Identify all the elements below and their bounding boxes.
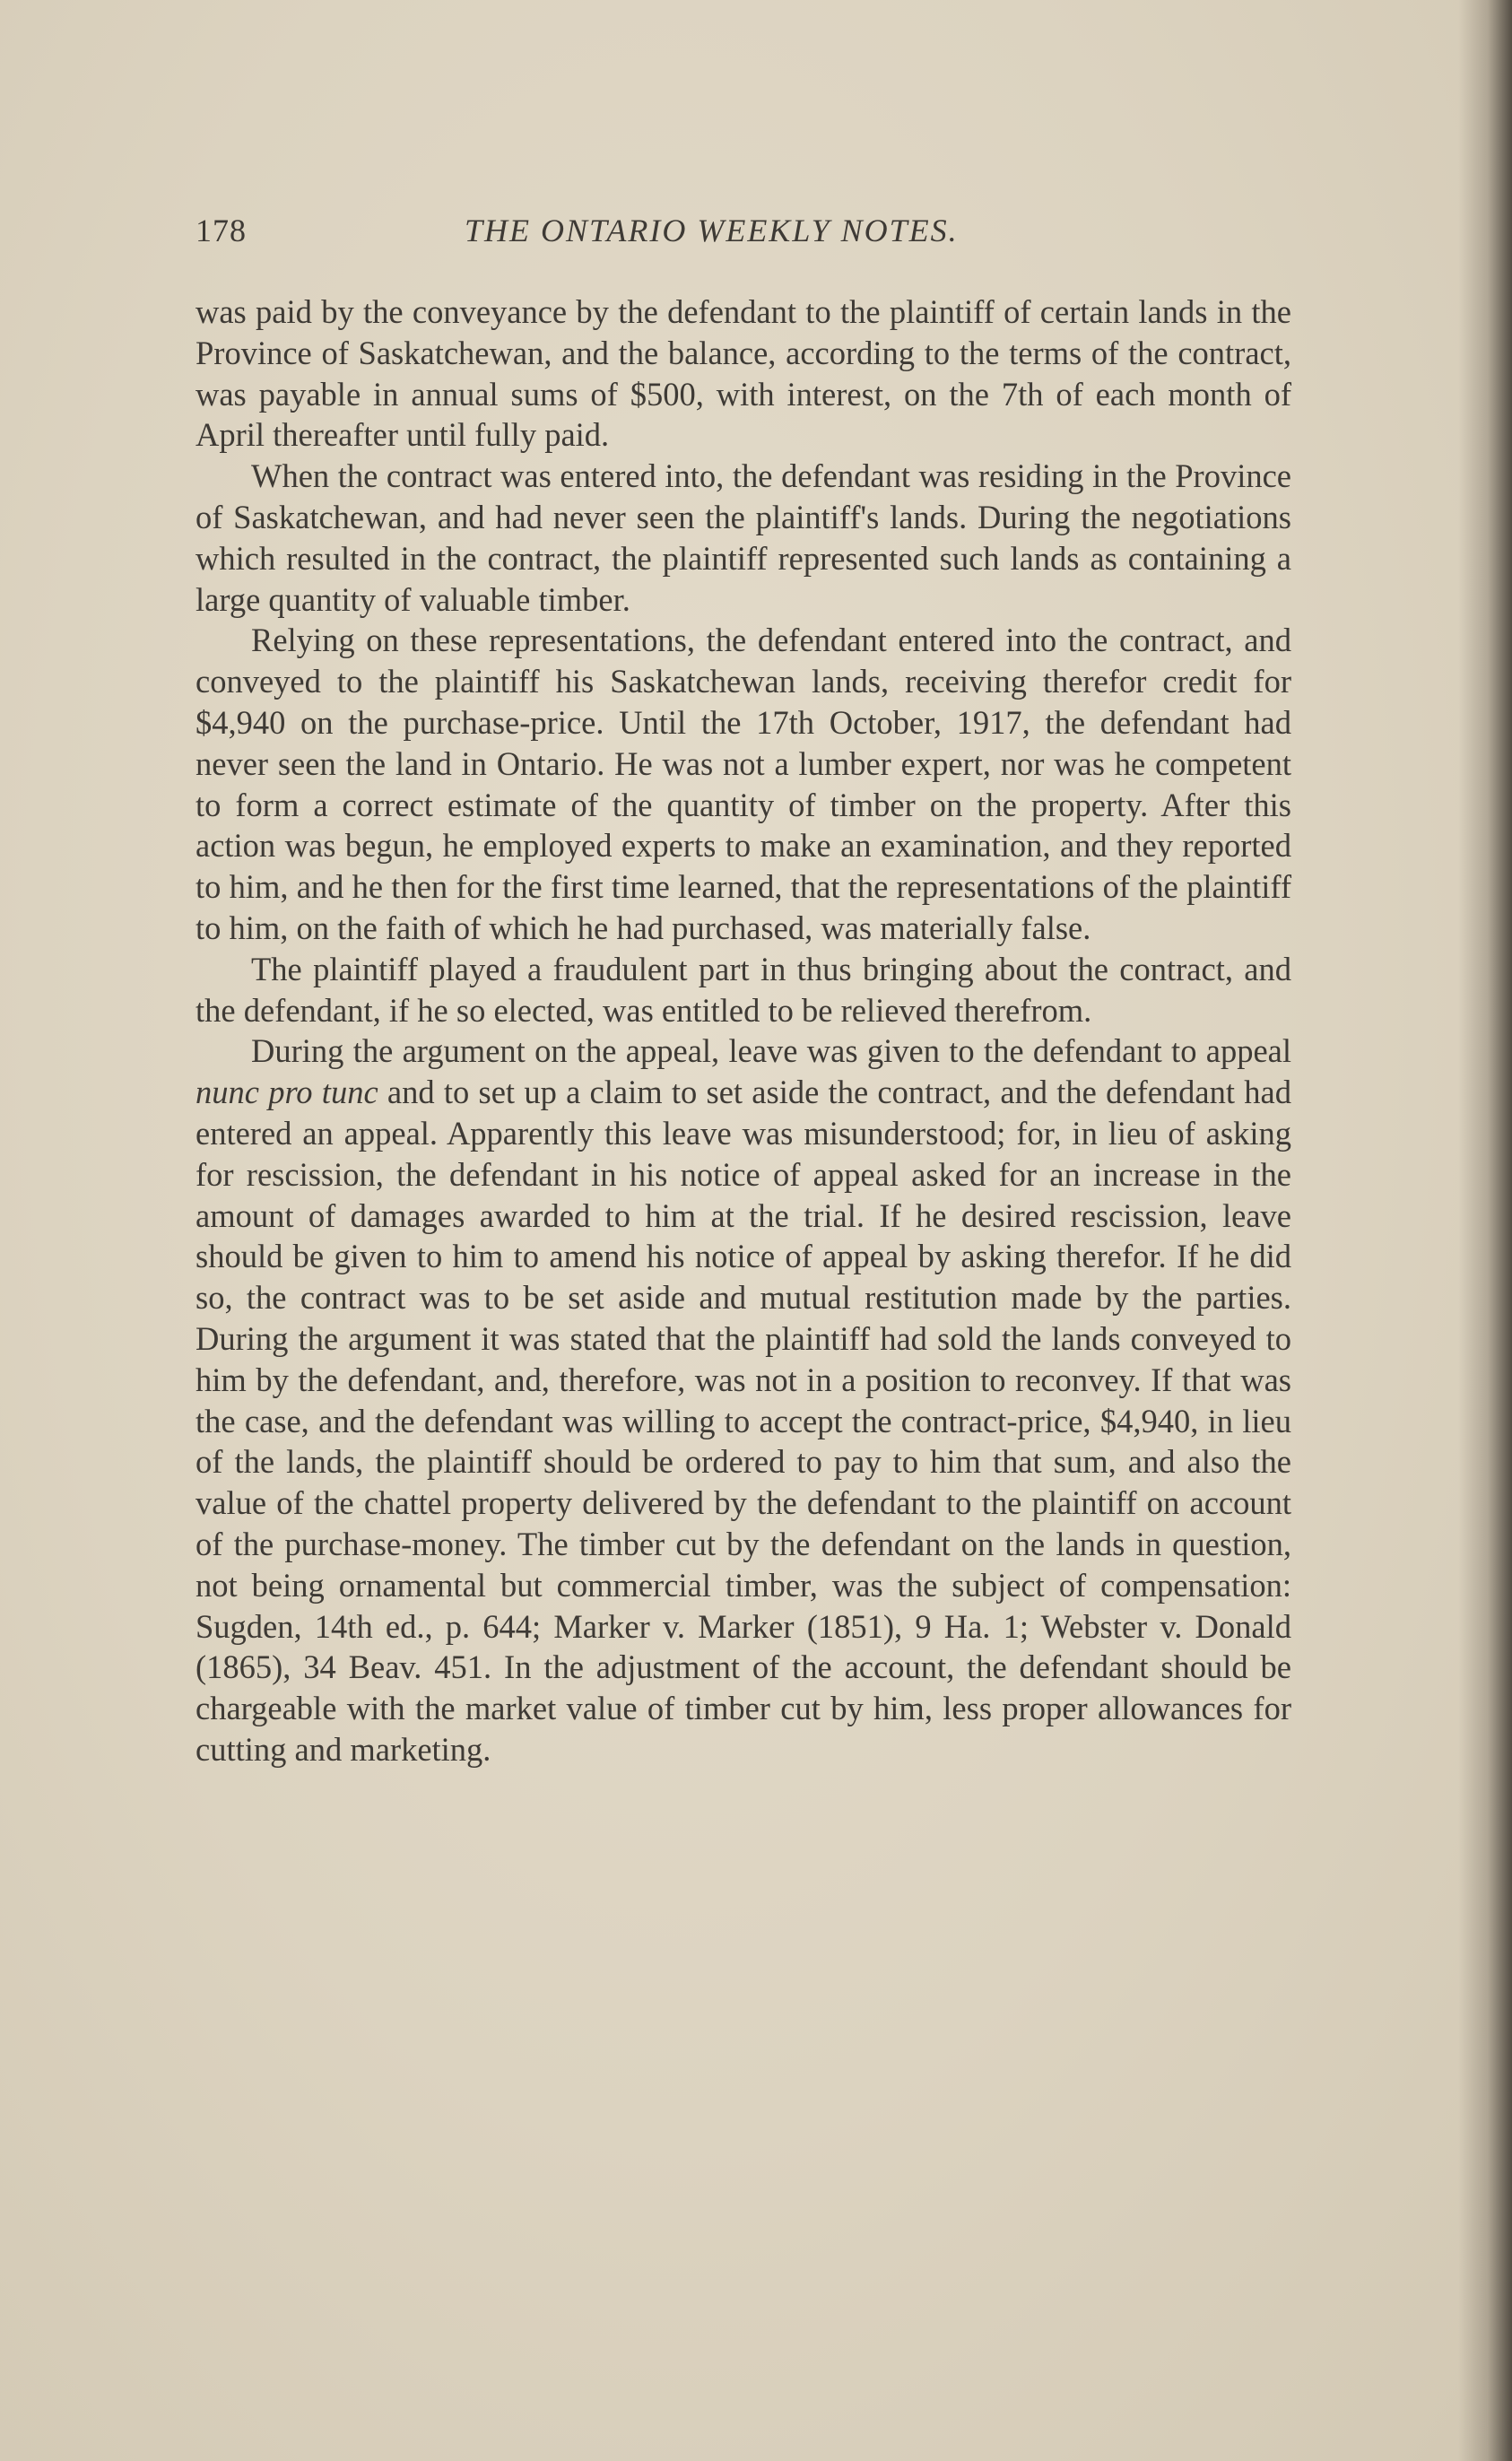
latin-phrase: nunc pro tunc	[196, 1074, 378, 1111]
paragraph-representations: Relying on these representations, the defendant entered into the contract, and conveyed to the plaintiff his Saskatchewan lands, receiving therefor credit for $4,940 on the purchase-price. Until the 17th October, 1917, the defendant had never seen the land in Ontario. He was not a lumber expert, nor was he competent to form a correct estimate of the quantity of timber on the property. After this action was begun, he employed experts to make an examination, and they reported to him, and he then for the first time learned, that the representations of the plaintiff to him, on the faith of which he had purchased, was materially false.	[196, 622, 1291, 946]
paragraph-continuation: was paid by the conveyance by the defendant to the plaintiff of certain lands in the Province of Saskatchewan, and the balance, according to the terms of the contract, was payable in annual sums of $500, with interest, on the 7th of each month of April thereafter until fully paid.	[196, 293, 1291, 454]
paragraph-fraud: The plaintiff played a fraudulent part in thus bringing about the contract, and the defendant, if he so elected, was entitled to be relieved therefrom.	[196, 950, 1291, 1029]
running-head	[196, 208, 1290, 253]
paragraph-contract-residence: When the contract was entered into, the defendant was residing in the Province of Saskatchewan, and had never seen the plaintiff's lands. During the negotiations which resulted in the contract, the plaintiff represented such lands as containing a large quantity of valuable timber.	[196, 457, 1291, 618]
journal-title: THE ONTARIO WEEKLY NOTES.	[465, 213, 959, 248]
body-text	[196, 291, 1291, 1770]
paragraph-appeal	[196, 1030, 1291, 1770]
page-number: 178	[196, 213, 247, 248]
paragraph-appeal-start: During the argument on the appeal, leave was given to the defendant to appeal	[251, 1032, 1291, 1070]
paragraph-appeal-rest: and to set up a claim to set aside the contract, and the defendant had entered an appeal. Apparently this leave was misunderstood; for, in lieu of asking for rescission, the defendant in his notice of appeal asked for an increase in the amount of damages awarded to him at the trial. If he desired rescission, leave should be given to him to amend his notice of appeal by asking therefor. If he did so, the contract was to be set aside and mutual restitution made by the parties. During the argument it was stated that the plaintiff had sold the lands conveyed to him by the defendant, and, therefore, was not in a position to reconvey. If that was the case, and the defendant was willing to accept the contract-price, $4,940, in lieu of the lands, the plaintiff should be ordered to pay to him that sum, and also the value of the chattel property delivered by the defendant to the plaintiff on account of the purchase-money. The timber cut by the defendant on the lands in question, not being ornamental but commercial timber, was the subject of compensation: Sugden, 14th ed., p. 644; Marker v. Marker (1851), 9 Ha. 1; Webster v. Donald (1865), 34 Beav. 451. In the adjustment of the account, the defendant should be chargeable with the market value of timber cut by him, less proper allowances for cutting and marketing.	[196, 1074, 1291, 1768]
